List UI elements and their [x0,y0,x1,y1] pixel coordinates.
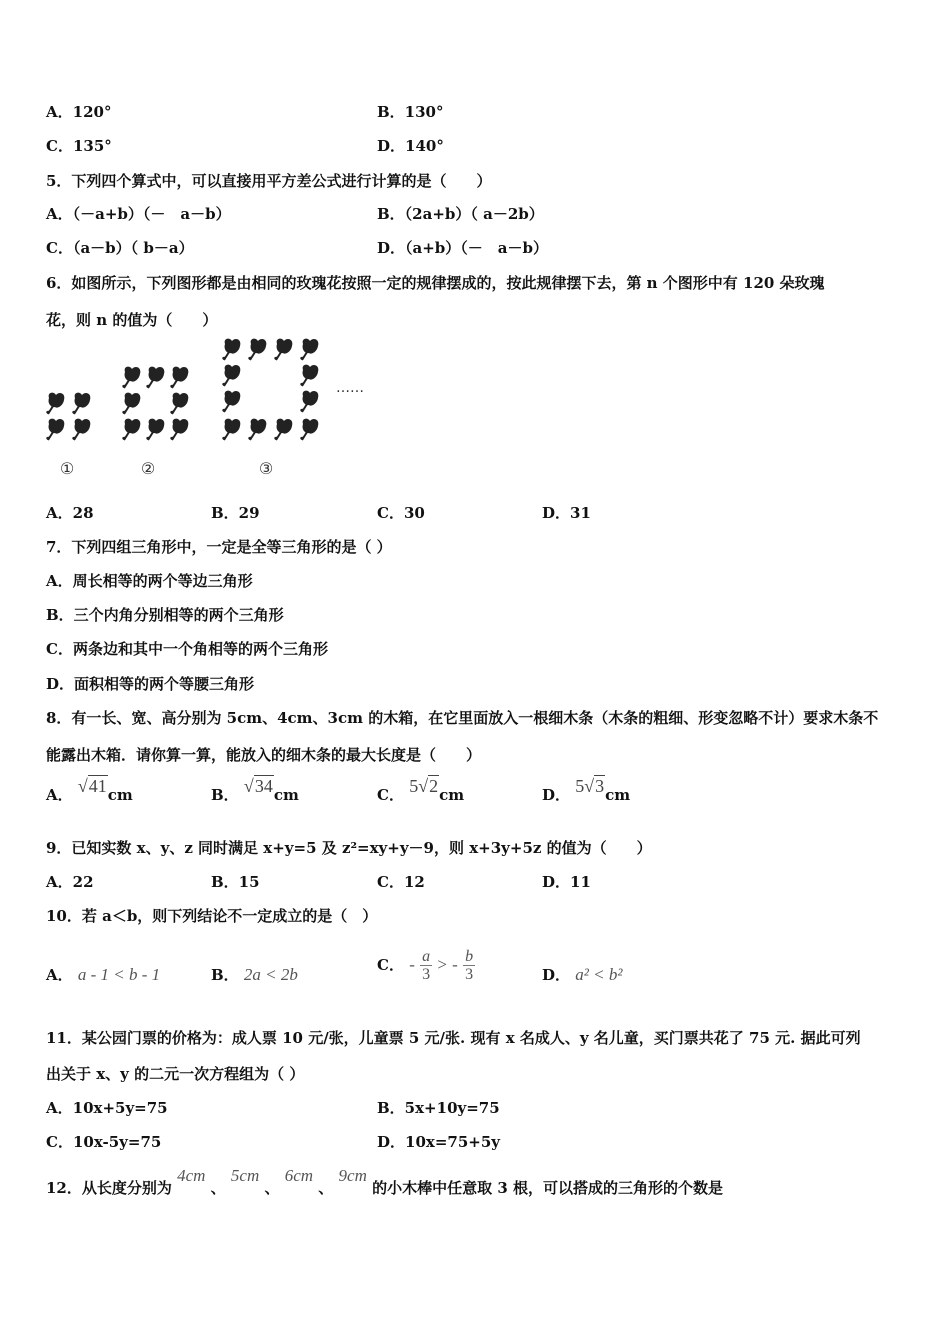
q9-option-a: A．22 [46,873,94,891]
q7-option-b: B．三个内角分别相等的两个三角形 [46,606,284,624]
q7-option-d: D．面积相等的两个等腰三角形 [46,675,255,693]
figure-1-roses [46,393,90,440]
q4-option-c: C．135° [46,137,112,155]
q7-option-c: C．两条边和其中一个角相等的两个三角形 [46,640,328,658]
figure-ellipsis: …… [336,380,364,396]
q9-option-c: C．12 [377,873,425,891]
q9-stem: 9．已知实数 x、y、z 同时满足 x+y=5 及 z²=xy+y－9，则 x+3y+5z 的值为（ ） [46,839,652,857]
q7-option-a: A．周长相等的两个等边三角形 [46,572,253,590]
q5-option-b: B．（2a+b）（ a－2b） [377,205,544,223]
q5-stem: 5．下列四个算式中，可以直接用平方差公式进行计算的是（ ） [46,172,492,190]
q5-option-c: C．（a－b）（ b－a） [46,239,194,257]
q11-option-c: C．10x-5y=75 [46,1133,162,1151]
q12-stem: 12．从长度分别为 4cm 、 5cm 、 6cm 、 9cm 的小木棒中任意取 3 根，可以搭成的三角形的个数是 [46,1166,723,1197]
q11-stem-line2: 出关于 x、y 的二元一次方程组为（ ） [46,1065,305,1083]
q6-stem-line2: 花，则 n 的值为（ ） [46,311,218,329]
rose-pattern-figure [40,338,380,488]
q7-stem: 7．下列四组三角形中，一定是全等三角形的是（ ） [46,538,392,556]
q8-option-d: D． 5√3cm [542,776,631,804]
figure-3-roses [222,339,318,440]
q11-option-a: A．10x+5y=75 [46,1099,168,1117]
q11-stem-line1: 11．某公园门票的价格为：成人票 10 元/张，儿童票 5 元/张. 现有 x 名成人、y 名儿童，买门票共花了 75 元. 据此可列 [46,1029,861,1047]
q11-option-d: D．10x=75+5y [377,1133,500,1151]
q10-option-b: B． 2a < 2b [211,965,298,984]
q4-option-a: A．120° [46,103,112,121]
q4-option-b: B．130° [377,103,444,121]
figure-label-3: ③ [258,459,274,478]
q6-option-b: B．29 [211,504,260,522]
q8-stem-line2: 能露出木箱．请你算一算，能放入的细木条的最大长度是（ ） [46,746,482,764]
q5-option-a: A．（－a+b）（－ a－b） [46,205,231,223]
q10-option-c: C． - $\frac{a}{3}$ > - $\frac{b}{3}$ [377,947,474,983]
q6-option-d: D．31 [542,504,591,522]
q6-option-c: C．30 [377,504,425,522]
q9-option-d: D．11 [542,873,591,891]
q10-stem: 10．若 a＜b，则下列结论不一定成立的是（ ） [46,907,378,925]
q8-option-b: B． √34cm [211,776,299,804]
q8-option-a: A． √41cm [46,776,133,804]
q11-option-b: B．5x+10y=75 [377,1099,500,1117]
q10-option-a: A． a - 1 < b - 1 [46,965,161,984]
q5-option-d: D．（a+b）（－ a－b） [377,239,548,257]
q4-option-d: D．140° [377,137,444,155]
q8-option-c: C． 5√2cm [377,776,465,804]
figure-2-roses [122,367,188,440]
q8-stem-line1: 8．有一长、宽、高分别为 5cm、4cm、3cm 的木箱，在它里面放入一根细木条（木条的粗细、形变忽略不计）要求木条不 [46,709,879,727]
q6-stem-line1: 6．如图所示，下列图形都是由相同的玫瑰花按照一定的规律摆成的，按此规律摆下去，第 n 个图形中有 120 朵玫瑰 [46,274,825,292]
q10-option-d: D． a² < b² [542,965,623,984]
q6-option-a: A．28 [46,504,94,522]
q9-option-b: B．15 [211,873,260,891]
figure-label-2: ② [140,459,156,478]
figure-label-1: ① [59,459,75,478]
